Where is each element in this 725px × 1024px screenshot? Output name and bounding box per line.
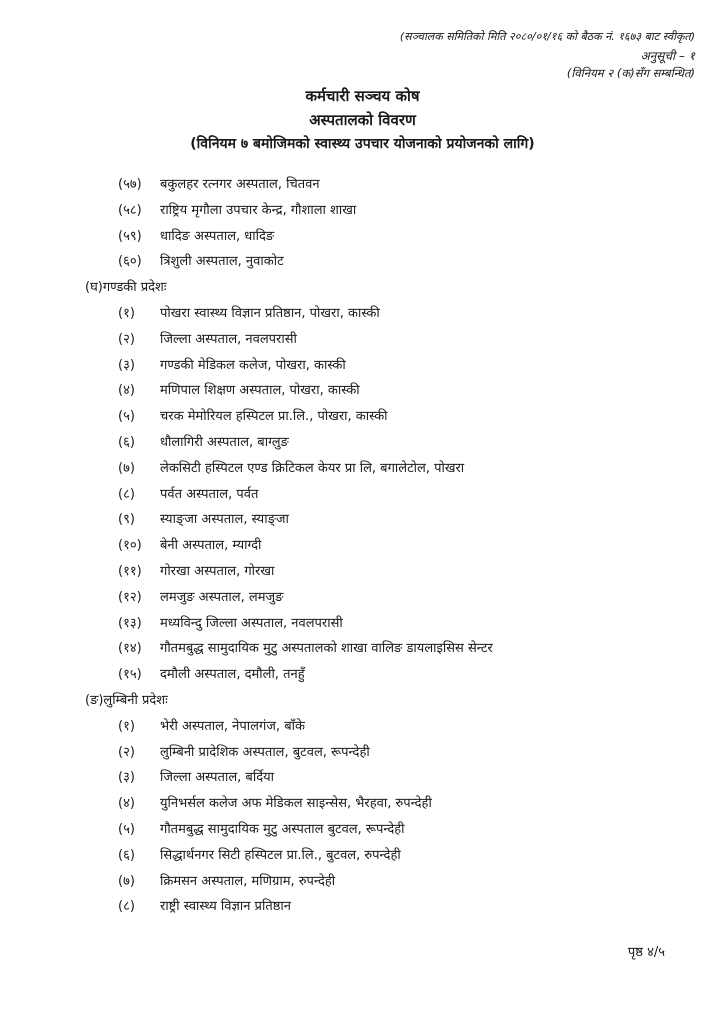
hospital-name: भेरी अस्पताल, नेपालगंज, बाँके [160,718,305,734]
list-item [0,662,725,688]
item-number: (७) [118,873,135,889]
list-item [0,869,725,895]
hospital-name: गौतमबुद्ध सामुदायिक मुटु अस्पतालको शाखा वालिङ डायलाइसिस सेन्टर [160,641,493,657]
hospital-name: क्रिमसन अस्पताल, मणिग्राम, रुपन्देही [160,873,336,889]
item-number: (१) [118,305,135,321]
list-item [0,559,725,585]
hospital-name: लेकसिटी हस्पिटल एण्ड क्रिटिकल केयर प्रा लि, बगालेटोल, पोखरा [160,460,465,476]
item-number: (८) [118,899,135,915]
item-number: (५) [118,821,135,837]
list-item [0,507,725,533]
list-item [0,172,725,198]
list-item [0,585,725,611]
document-title: कर्मचारी सञ्चय कोष [305,87,420,105]
province-heading: (ङ)लुम्बिनी प्रदेशः [85,692,168,708]
item-number: (१) [118,718,135,734]
list-item [0,456,725,482]
list-item [0,327,725,353]
item-number: (१०) [118,538,142,554]
item-number: (९) [118,512,135,528]
hospital-name: बेनी अस्पताल, म्याग्दी [160,538,262,554]
hospital-name: पोखरा स्वास्थ्य विज्ञान प्रतिष्ठान, पोखरा, कास्की [160,305,380,321]
rule-reference: (विनियम २ (क)सँग सम्बन्धित) [566,66,695,80]
list-item [0,249,725,275]
item-number: (१२) [118,589,142,605]
item-number: (१४) [118,641,142,657]
hospital-name: लमजुङ अस्पताल, लमजुङ [160,589,284,605]
item-number: (२) [118,744,135,760]
approval-note: (सञ्चालक समितिको मिति २०८०/०१/१६ को बैठक नं. १६७३ बाट स्वीकृत) [399,30,695,43]
item-number: (११) [118,563,142,579]
list-item [0,636,725,662]
hospital-name: दमौली अस्पताल, दमौली, तनहुँ [160,667,305,683]
hospital-name: लुम्बिनी प्रादेशिक अस्पताल, बुटवल, रूपन्देही [160,744,370,760]
list-item [0,740,725,766]
item-number: (५८) [118,202,142,218]
hospital-name: राष्ट्रिय मृगौला उपचार केन्द्र, गौशाला शाखा [160,202,357,218]
item-number: (३) [118,770,135,786]
item-number: (४) [118,796,135,812]
hospital-name: मध्यविन्दु जिल्ला अस्पताल, नवलपरासी [160,615,343,631]
hospital-name: बकुलहर रत्नगर अस्पताल, चितवन [160,177,320,192]
hospital-name: धौलागिरी अस्पताल, बाग्लुङ [160,434,289,450]
list-item [0,817,725,843]
annex-label: अनुसूची – १ [640,49,695,63]
document-subtitle: अस्पतालको विवरण [309,111,416,129]
list-item [0,404,725,430]
list-item [0,611,725,637]
list-item [0,430,725,456]
page-number: पृष्ठ ४/५ [627,945,665,960]
item-number: (१३) [118,615,142,631]
list-item [0,533,725,559]
list-item [0,791,725,817]
list-item [0,482,725,508]
hospital-name: गोरखा अस्पताल, गोरखा [160,563,275,579]
list-item [0,198,725,224]
hospital-name: स्याङ्जा अस्पताल, स्याङ्जा [160,512,289,528]
list-item [0,894,725,920]
hospital-name: धादिङ अस्पताल, धादिङ [160,228,275,244]
list-item [0,843,725,869]
hospital-name: जिल्ला अस्पताल, बर्दिया [160,770,275,786]
item-number: (२) [118,331,135,347]
hospital-name: चरक मेमोरियल हस्पिटल प्रा.लि., पोखरा, कास्की [160,409,388,425]
hospital-name: राष्ट्री स्वास्थ्य विज्ञान प्रतिष्ठान [160,899,291,915]
item-number: (८) [118,486,135,502]
item-number: (१५) [118,667,142,683]
item-number: (३) [118,357,135,373]
item-number: (४) [118,383,135,399]
hospital-name: गण्डकी मेडिकल कलेज, पोखरा, कास्की [160,357,346,373]
list-item [0,765,725,791]
hospital-name: त्रिशुली अस्पताल, नुवाकोट [160,254,284,270]
hospital-name: पर्वत अस्पताल, पर्वत [160,486,259,502]
list-item [0,224,725,250]
hospital-name: युनिभर्सल कलेज अफ मेडिकल साइन्सेस, भैरहवा, रुपन्देही [160,796,432,812]
item-number: (६०) [118,254,142,270]
hospital-name: सिद्धार्थनगर सिटी हस्पिटल प्रा.लि., बुटवल, रुपन्देही [160,847,401,863]
list-item [0,378,725,404]
item-number: (७) [118,460,135,476]
hospital-name: गौतमबुद्ध सामुदायिक मुटु अस्पताल बुटवल, रूपन्देही [160,821,405,837]
hospital-name: मणिपाल शिक्षण अस्पताल, पोखरा, कास्की [160,383,360,399]
item-number: (६) [118,847,135,863]
list-item [0,353,725,379]
list-item [0,714,725,740]
hospital-list [0,172,725,920]
item-number: (५७) [118,177,142,192]
hospital-name: जिल्ला अस्पताल, नवलपरासी [160,331,297,347]
item-number: (५) [118,409,135,425]
list-item [0,301,725,327]
province-heading: (घ)गण्डकी प्रदेशः [85,280,167,296]
document-purpose: (विनियम ७ बमोजिमको स्वास्थ्य उपचार योजनाको प्रयोजनको लागि) [190,136,535,152]
item-number: (६) [118,434,135,450]
item-number: (५९) [118,228,142,244]
